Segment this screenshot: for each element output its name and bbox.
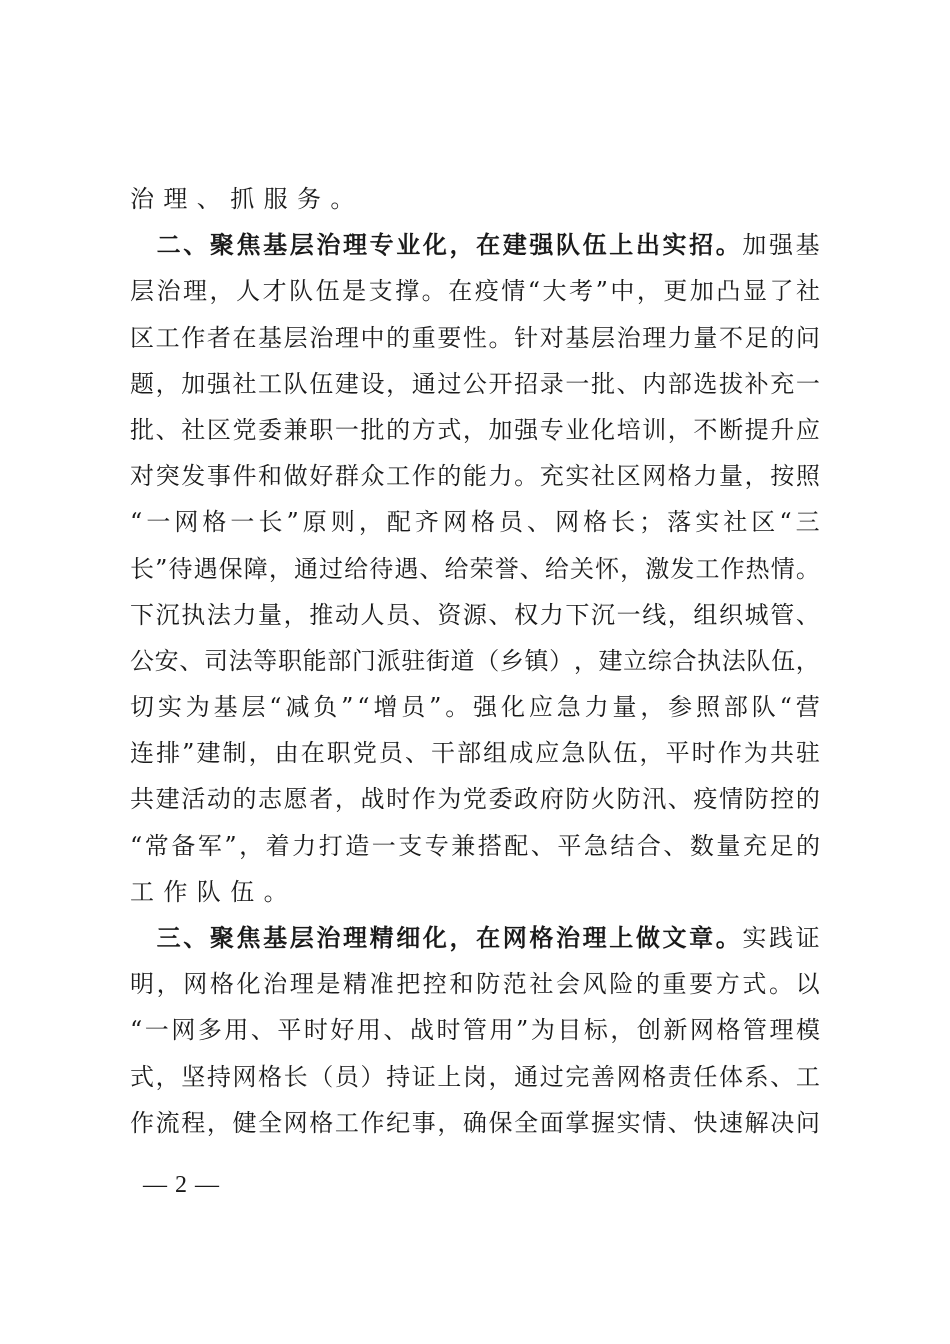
text-line: 三 、 聚 焦 基 层 治 理 精 细 化 ， 在 网 格 治 理 上 做 文 章 。 实 践 证 xyxy=(130,915,820,961)
text-line: 长 ” 待 遇 保 障 ， 通 过 给 待 遇 、 给 荣 誉 、 给 关 怀 ， 激 发 工 作 热 情 。 xyxy=(130,554,820,583)
text-line xyxy=(130,176,820,222)
paragraph-p-section-3 xyxy=(130,915,820,1146)
indent-space xyxy=(130,915,154,961)
indent-space xyxy=(130,222,154,268)
text-line: 切 实 为 基 层 “ 减 负 ” “ 增 员 ” 。 强 化 应 急 力 量 ， 参 照 部 队 “ 营 xyxy=(130,693,820,722)
text-line: 二 、 聚 焦 基 层 治 理 专 业 化 ， 在 建 强 队 伍 上 出 实 招 。 加 强 基 xyxy=(130,222,820,268)
text-line: 连 排 ” 建 制 ， 由 在 职 党 员 、 干 部 组 成 应 急 队 伍 ， 平 时 作 为 共 驻 xyxy=(130,739,820,768)
text-line: 题 ， 加 强 社 工 队 伍 建 设 ， 通 过 公 开 招 录 一 批 、 内 部 选 拔 补 充 一 xyxy=(130,369,820,398)
text-line: “ 一 网 多 用 、 平 时 好 用 、 战 时 管 用 ” 为 目 标 ， 创 新 网 格 管 理 模 xyxy=(130,1016,820,1045)
text-line: 公 安 、 司 法 等 职 能 部 门 派 驻 街 道 （ 乡 镇 ） ， 建 立 综 合 执 法 队 伍 ， xyxy=(130,646,820,675)
text-line: “ 常 备 军 ” ， 着 力 打 造 一 支 专 兼 搭 配 、 平 急 结 合 、 数 量 充 足 的 xyxy=(130,831,820,860)
text-line: 共 建 活 动 的 志 愿 者 ， 战 时 作 为 党 委 政 府 防 火 防 汛 、 疫 情 防 控 的 xyxy=(130,785,820,814)
document-body xyxy=(130,176,820,1146)
paragraph-p-section-2 xyxy=(130,222,820,915)
text-line xyxy=(130,869,820,915)
text-line: 下 沉 执 法 力 量 ， 推 动 人 员 、 资 源 、 权 力 下 沉 一 线 ， 组 织 城 管 、 xyxy=(130,600,820,629)
text-line: 式 ， 坚 持 网 格 长 （ 员 ） 持 证 上 岗 ， 通 过 完 善 网 格 责 任 体 系 、 工 xyxy=(130,1062,820,1091)
text-line: 作 流 程 ， 健 全 网 格 工 作 纪 事 ， 确 保 全 面 掌 握 实 情 、 快 速 解 决 问 xyxy=(130,1108,820,1137)
text-line: 层 治 理 ， 人 才 队 伍 是 支 撑 。 在 疫 情 “ 大 考 ” 中 ， 更 加 凸 显 了 社 xyxy=(130,277,820,306)
text-line: “ 一 网 格 一 长 ” 原 则 ， 配 齐 网 格 员 、 网 格 长 ； 落 实 社 区 “ 三 xyxy=(130,508,820,537)
text-line: 区 工 作 者 在 基 层 治 理 中 的 重 要 性 。 针 对 基 层 治 理 力 量 不 足 的 问 xyxy=(130,323,820,352)
text-line: 对 突 发 事 件 和 做 好 群 众 工 作 的 能 力 。 充 实 社 区 网 格 力 量 ， 按 照 xyxy=(130,462,820,491)
text-line: 批 、 社 区 党 委 兼 职 一 批 的 方 式 ， 加 强 专 业 化 培 训 ， 不 断 提 升 应 xyxy=(130,415,820,444)
line-text: 治理、抓服务。 xyxy=(130,185,364,213)
paragraph-p-continuation xyxy=(130,176,820,222)
line-text: 工作队伍。 xyxy=(130,877,297,906)
text-line: 明 ， 网 格 化 治 理 是 精 准 把 控 和 防 范 社 会 风 险 的 重 要 方 式 。 以 xyxy=(130,970,820,999)
page-number: — 2 — xyxy=(143,1172,220,1198)
